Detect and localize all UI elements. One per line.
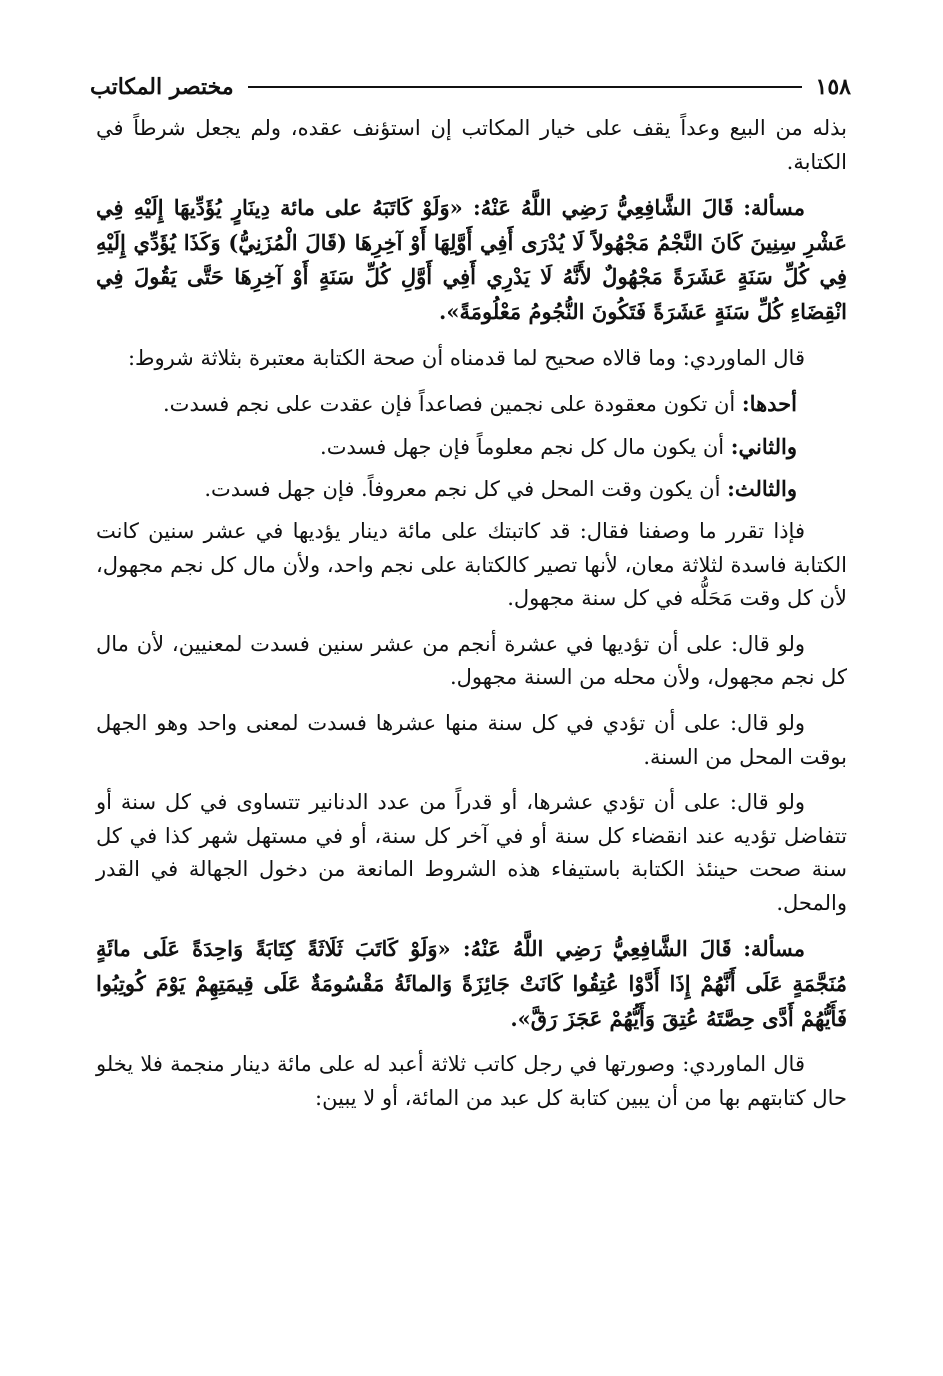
paragraph: قال الماوردي: وما قالاه صحيح لما قدمناه أن صحة الكتابة معتبرة بثلاثة شروط:: [127, 345, 805, 370]
condition-label: والثالث:: [727, 476, 797, 502]
paragraph: بذله من البيع وعداً يقف على خيار المكاتب إن استؤنف عقده، ولم يجعل شرطاً في الكتابة.: [96, 116, 847, 174]
page-header: [90, 70, 851, 104]
page-number: ١٥٨: [815, 74, 851, 100]
paragraph: ولو قال: على أن تؤديها في عشرة أنجم من عشر سنين فسدت لمعنيين، لأن مال كل نجم مجهول، ولأن محله من السنة مجهول.: [96, 631, 847, 690]
paragraph-label: مسألة:: [743, 195, 805, 221]
paragraph-lead: قَالَ الشَّافِعِيُّ: [616, 195, 734, 221]
header-rule: [248, 86, 802, 88]
paragraph: قال الماوردي: وصورتها في رجل كاتب ثلاثة أعبد له على مائة دينار منجمة فلا يخلو حال كتابتهم بها من أن يبين كتابة كل عبد من المائة، أو لا يبين:: [96, 1052, 847, 1110]
running-title: مختصر المكاتب: [90, 74, 234, 100]
condition-item: والثاني: أن يكون مال كل نجم معلوماً فإن جهل فسدت.: [320, 433, 797, 459]
condition-item: والثالث: أن يكون وقت المحل في كل نجم معروفاً. فإن جهل فسدت.: [204, 476, 797, 502]
paragraph-label: مسألة:: [743, 936, 805, 962]
paragraph: ولو قال: على أن تؤدي عشرها، أو قدراً من عدد الدنانير تتساوى في كل سنة أو تتفاضل تؤديه عند انقضاء كل سنة أو في آخر كل سنة، أو في مستهل شهر كذا في كل سنة صحت حينئذ الكتابة باستيفاء هذه الشروط المانعة من دخول الجهالة في القدر والمحل.: [96, 790, 847, 915]
condition-item: أحدها: أن تكون معقودة على نجمين فصاعداً فإن عقدت على نجم فسدت.: [163, 391, 797, 417]
page-body: [96, 112, 847, 1326]
paragraph-lead: قَالَ الشَّافِعِيُّ: [612, 936, 732, 962]
paragraph: ولو قال: على أن تؤدي في كل سنة منها عشرها فسدت لمعنى واحد وهو الجهل بوقت المحل من السنة.: [96, 710, 847, 769]
paragraph: مسألة: قَالَ الشَّافِعِيُّ رَضِي اللَّهُ عَنْهُ: «وَلَوْ كَاتَبَ ثَلَاثَةً كِتَابَةً وَاحِدَةً عَلَى مائَةٍ مُنَجَّمَةٍ عَلَى أَنَّهُمْ إِذَا أَدَّوْا عُتِقُوا كَانَتْ جَائِزَةً وَالمائَةُ مَقْسُومَةٌ عَلَى قِيمَتِهِمْ يَوْمَ كُوتِبُوا فَأَيُّهُمْ أَدَّى حِصَّتَهُ عُتِقَ وَأَيُّهُمْ عَجَزَ رَقَّ».: [96, 936, 847, 1031]
condition-label: أحدها:: [741, 391, 797, 417]
condition-label: والثاني:: [730, 433, 797, 459]
paragraph: فإذا تقرر ما وصفنا فقال: قد كاتبتك على مائة دينار يؤديها في عشر سنين كانت الكتابة فاسدة لثلاثة معان، لأنها تصير كالكتابة على نجم واحد، ولأن مال كل نجم مجهول، لأن كل وقت مَحَلُّه في كل سنة مجهول.: [96, 518, 847, 611]
paragraph: مسألة: قَالَ الشَّافِعِيُّ رَضِي اللَّهُ عَنْهُ: «وَلَوْ كَاتَبَهُ على مائة دِينَارٍ يُؤَدِّيهَا إِلَيْهِ فِي عَشْرِ سِنِينَ كَانَ النَّجْمُ مَجْهُولاً لَا يُدْرَى أَفِي أَوَّلِهَا أَوْ آخِرِهَا (قَالَ الْمُزَنِيُّ) وَكَذَا يُؤَدِّي إِلَيْهِ فِي كُلِّ سَنَةٍ عَشَرَةً مَجْهُولٌ لأَنَّهُ لَا يَدْرِي أَفِي أَوَّلِ كُلِّ سَنَةٍ أَوْ آخِرِهَا حَتَّى يَقُولَ فِي انْقِضَاءِ كُلِّ سَنَةٍ عَشَرَةً فَتَكُونَ النُّجُومُ مَعْلُومَةً».: [96, 195, 847, 324]
